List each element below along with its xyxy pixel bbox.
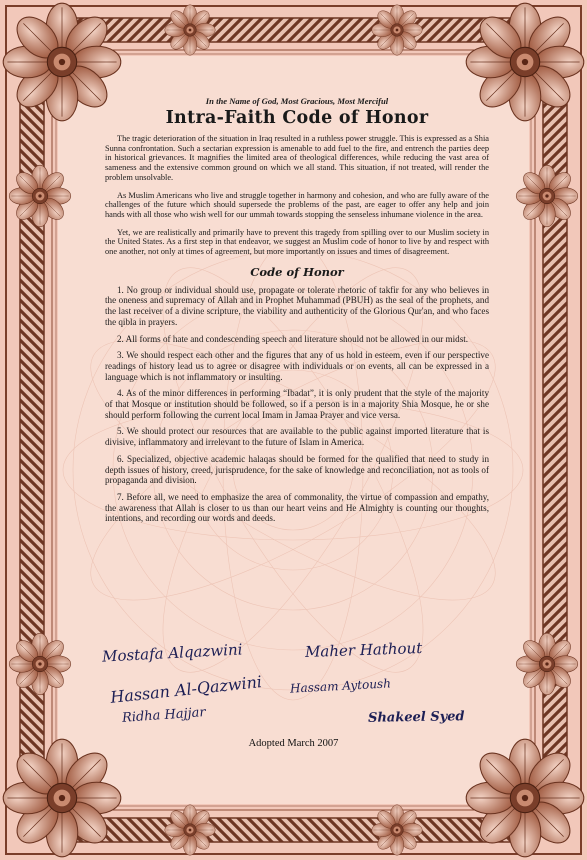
clause: 7. Before all, we need to emphasize the area of commonality, the virtue of compassion and empathy, the awareness that Allah is closer to us than our heart veins and He Almighty is counting our thoughts, intentions, and recording our words and deeds.: [105, 491, 489, 524]
intro-paragraph: Yet, we are realistically and primarily have to prevent this tragedy from spilling over to our Muslim society in the United States. As a first step in that endeavor, we suggest an Muslim code of honor to live by and respect with one another, not only at times of agreement, but more importantly on issues and times of disagreement.: [105, 227, 489, 257]
clause: 3. We should respect each other and the figures that any of us hold in esteem, even if our perspective readings of history lead us to agree or disagree with individuals or on events, all can be expressed in a language which is not inflammatory or insulting.: [105, 350, 489, 382]
signature: Hassam Aytoush: [289, 676, 392, 696]
clause: 4. As of the minor differences in performing “Ibadat”, it is only prudent that the style of the majority of that Mosque or institution should be followed, so if a person is in a majority Shia Mosque, he or she should perform following the current local Imam in Jamaa Prayer and vice versa.: [105, 388, 489, 420]
clause: 5. We should protect our resources that are available to the public against imported literature that is divisive, inflammatory and irrelevant to the future of Islam in America.: [105, 426, 489, 448]
section-title: Code of Honor: [250, 264, 344, 279]
clause: 1. No group or individual should use, propagate or tolerate rhetoric of takfir for any who believes in the oneness and supremacy of Allah and in Prophet Muhammad (PBUH) as the seal of the prophets, and the last receiver of a divine scripture, the viability and authenticity of the Glorious Qur'an, and who faces the qibla in prayers.: [105, 284, 489, 327]
introduction: [105, 134, 489, 257]
intro-paragraph: As Muslim Americans who live and struggle together in harmony and cohesion, and who are fully aware of the challenges of the future which should supersede the problems of the past, are eager to offer any help and join hands with all those who wish well for our ummah towards stopping the senseless inhumane violence in the area.: [105, 190, 489, 219]
intro-paragraph: The tragic deterioration of the situation in Iraq resulted in a ruthless power struggle. This is expressed as a Shia Sunna confrontation. Such a sectarian expression is amenable to add fuel to the fire, and entrench the parties deep in historical grievances. It magnifies the limited area of theological differences, while reducing the vast area of sameness and the extensive common ground on which we all stand. This situation, if not treated, will render the problem unsolvable.: [105, 134, 489, 182]
adoption-date: Adopted March 2007: [248, 738, 339, 749]
signature: Maher Hathout: [304, 638, 423, 662]
document-body: [105, 96, 489, 530]
code-clauses: [105, 285, 489, 524]
signature: Hassan Al-Qazwini: [109, 672, 263, 707]
invocation: In the Name of God, Most Gracious, Most Merciful: [205, 96, 389, 106]
document-title: Intra-Faith Code of Honor: [165, 108, 429, 128]
clause: 2. All forms of hate and condescending speech and literature should not be allowed in our midst.: [117, 333, 469, 344]
signature: Shakeel Syed: [367, 709, 465, 726]
signature: Mostafa Alqazwini: [101, 640, 243, 666]
signature: Ridha Hajjar: [121, 705, 207, 726]
clause: 6. Specialized, objective academic halaqas should be formed for the qualified that need to study in depth issues of history, creed, jurisprudence, for the sake of knowledge and reconciliation, not as tools of propaganda and division.: [105, 453, 489, 486]
